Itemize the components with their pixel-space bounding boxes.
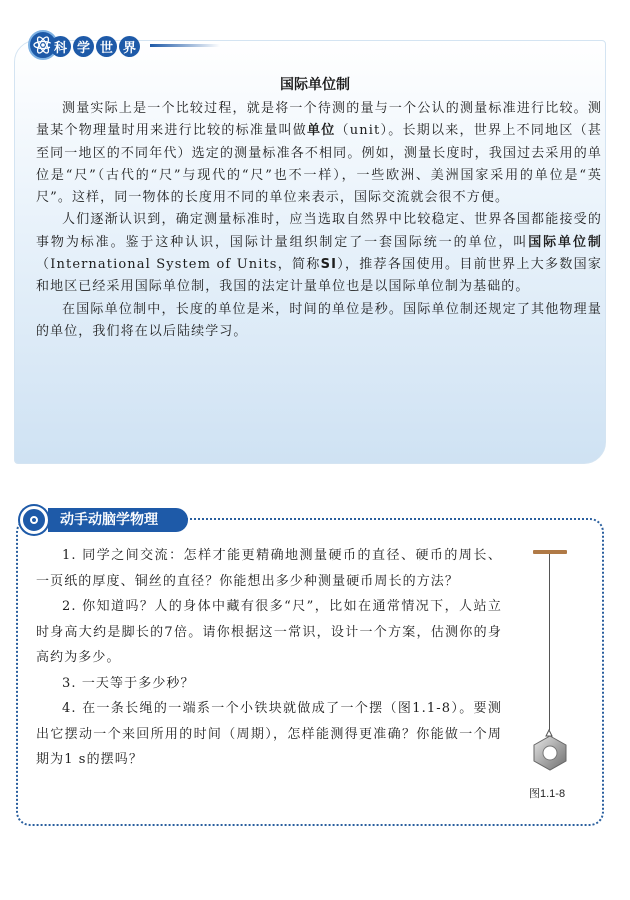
list-item: 3. 一天等于多少秒？ [62, 675, 195, 691]
pendulum-string [549, 554, 550, 730]
section-title: 国际单位制 [280, 77, 350, 93]
term-si-abbr: SI [320, 257, 338, 273]
paragraph: 在国际单位制中，长度的单位是米，时间的单位是秒。国际单位制还规定了其他物理量的单位，我们将在以后陆续学习。 [36, 301, 602, 339]
term-si: 国际单位制 [528, 234, 602, 250]
header-divider [150, 44, 220, 47]
science-world-body [36, 98, 602, 343]
paragraph: 测量实际上是一个比较过程，就是将一个待测的量与一个公认的测量标准进行比较。测量某个物理量时用来进行比较的标准量叫做单位（unit）。长期以来，世界上不同地区（甚至同一地区的不同年代）选定的测量标准各不相同。例如，测量长度时，我国过去采用的单位是“尺”（古代的“尺”与现代的“尺”也不一样），一些欧洲、美洲国家采用的单位是“英尺”。这样，同一物体的长度用不同的单位来表示，国际交流就会很不方便。 [36, 101, 602, 206]
target-icon [20, 506, 48, 534]
figure-caption: 图1.1-8 [529, 788, 566, 800]
term-unit: 单位 [306, 123, 336, 139]
badge-char: 世 [96, 36, 117, 57]
hands-on-body [36, 543, 502, 773]
paragraph: 人们逐渐认识到，确定测量标准时，应当选取自然界中比较稳定、世界各国都能接受的事物为标准。鉴于这种认识，国际计量组织制定了一套国际统一的单位，叫国际单位制（International System of Units，简称SI），推荐各国使用。目前世界上大多数国家和地区已经采用国际单位制，我国的法定计量单位也是以国际单位制为基础的。 [36, 212, 602, 295]
badge-char: 界 [119, 36, 140, 57]
hex-nut-icon [528, 728, 572, 772]
badge-char: 学 [73, 36, 94, 57]
hands-on-label: 动手动脑学物理 [48, 508, 188, 532]
list-item: 2. 你知道吗？人的身体中藏有很多“尺”，比如在通常情况下，人站立时身高大约是脚长的7倍。请你根据这一常识，设计一个方案，估测你的身高约为多少。 [36, 599, 502, 665]
science-world-label [50, 34, 140, 58]
badge-char: 科 [50, 36, 71, 57]
list-item: 4. 在一条长绳的一端系一个小铁块就做成了一个摆（图1.1-8）。要测出它摆动一个来回所用的时间（周期），怎样能测得更准确？你能做一个周期为1 s的摆吗？ [36, 701, 502, 767]
pendulum-support-icon [533, 550, 567, 554]
list-item: 1. 同学之间交流：怎样才能更精确地测量硬币的直径、硬币的周长、一页纸的厚度、铜丝的直径？你能想出多少种测量硬币周长的方法？ [36, 548, 502, 589]
